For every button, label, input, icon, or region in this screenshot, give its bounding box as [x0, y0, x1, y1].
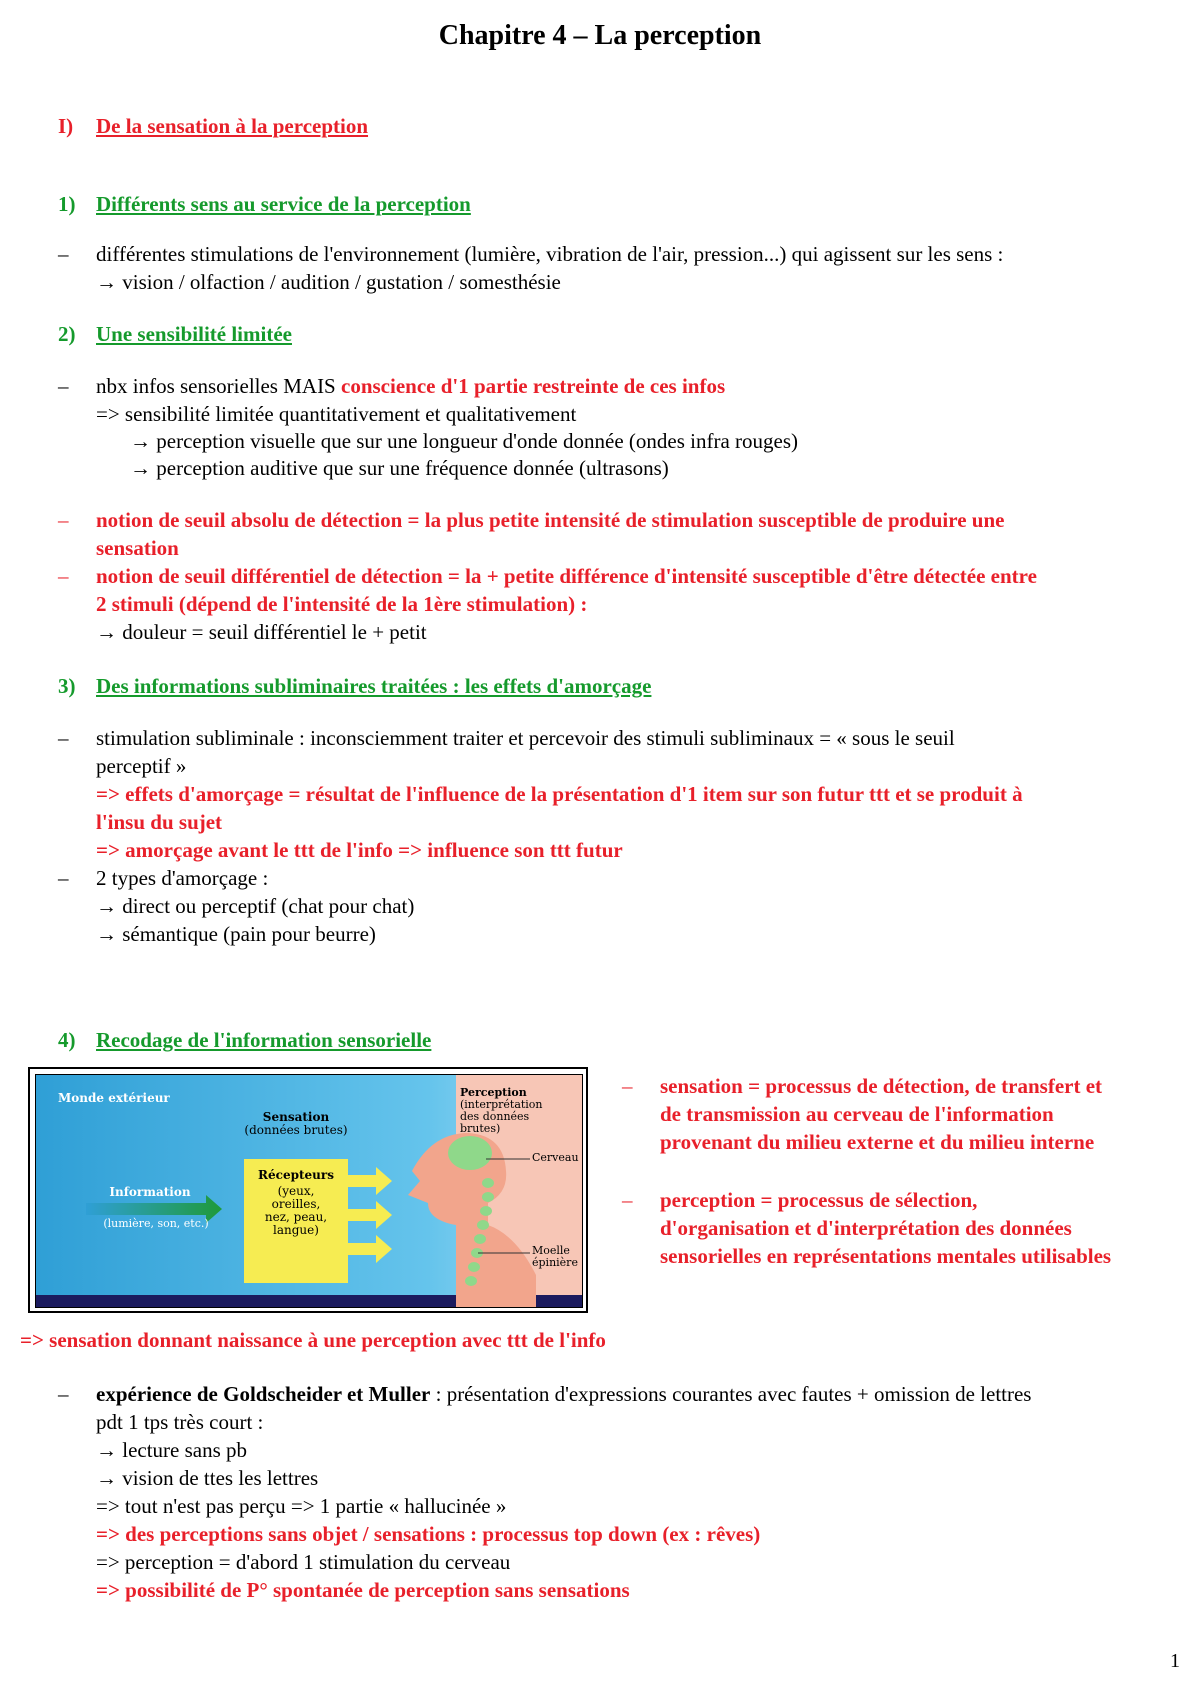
label-moelle	[532, 1245, 578, 1269]
label-sensation-sub: (données brutes)	[244, 1123, 348, 1137]
paragraph-line: => des perceptions sans objet / sensations : processus top down (ex : rêves)	[96, 1522, 761, 1546]
paragraph-line: → perception visuelle que sur une longueur d'onde donnée (ondes infra rouges)	[130, 429, 799, 453]
label-recepteurs-sub: nez, peau,	[264, 1210, 328, 1224]
label-sensation-title: Sensation	[262, 1110, 330, 1124]
paragraph-line: 2 stimuli (dépend de l'intensité de la 1ère stimulation) :	[96, 592, 588, 616]
bullet-dash: –	[58, 508, 69, 532]
paragraph-line	[96, 372, 725, 400]
page-number: 1	[1170, 1650, 1180, 1672]
paragraph-line: → douleur = seuil différentiel le + petit	[96, 620, 427, 644]
section-heading-I	[58, 112, 368, 140]
subsection-number: 1)	[58, 192, 76, 216]
paragraph-line: => tout n'est pas perçu => 1 partie « hallucinée »	[96, 1494, 507, 1518]
label-recepteurs-title: Récepteurs	[258, 1168, 334, 1182]
figure-illustration	[35, 1074, 583, 1308]
paragraph-line: notion de seuil absolu de détection = la plus petite intensité de stimulation susceptible de produire une	[96, 508, 1005, 532]
subsection-label: Des informations subliminaires traitées : les effets d'amorçage	[96, 674, 652, 698]
bullet-dash: –	[58, 1382, 69, 1406]
label-monde: Monde extérieur	[58, 1091, 170, 1105]
paragraph-line: => perception = d'abord 1 stimulation du cerveau	[96, 1550, 511, 1574]
label-perception-title: Perception	[460, 1086, 527, 1099]
paragraph-line: => effets d'amorçage = résultat de l'influence de la présentation d'1 item sur son futur ttt et se produit à	[96, 782, 1023, 806]
label-information-sub: (lumière, son, etc.)	[103, 1217, 209, 1230]
highlight-text: conscience d'1 partie restreinte de ces infos	[341, 374, 726, 398]
bullet-dash: –	[622, 1074, 633, 1098]
label-perception	[460, 1087, 543, 1135]
bullet-dash: –	[58, 726, 69, 750]
paragraph-line: → perception auditive que sur une fréquence donnée (ultrasons)	[130, 456, 669, 480]
definition-line: de transmission au cerveau de l'information	[660, 1102, 1054, 1126]
label-cerveau: Cerveau	[532, 1151, 579, 1164]
paragraph-line: différentes stimulations de l'environnement (lumière, vibration de l'air, pression...) qui agissent sur les sens :	[96, 242, 1004, 266]
definition-line: perception = processus de sélection,	[660, 1188, 978, 1212]
paragraph-line: perceptif »	[96, 754, 187, 778]
paragraph-line: => sensibilité limitée quantitativement et qualitativement	[96, 402, 577, 426]
paragraph-line: => possibilité de P° spontanée de perception sans sensations	[96, 1578, 630, 1602]
bullet-dash: –	[58, 866, 69, 890]
definition-line: provenant du milieu externe et du milieu interne	[660, 1130, 1095, 1154]
paragraph-line: → sémantique (pain pour beurre)	[96, 922, 376, 946]
label-perception-sub: (interprétation	[460, 1098, 543, 1111]
section-label: De la sensation à la perception	[96, 114, 369, 138]
bullet-dash: –	[622, 1188, 633, 1212]
bullet-dash: –	[58, 242, 69, 266]
experiment-name: expérience de Goldscheider et Muller	[96, 1382, 431, 1406]
definition-line: sensorielles en représentations mentales utilisables	[660, 1244, 1112, 1268]
paragraph-line: => amorçage avant le ttt de l'info => influence son ttt futur	[96, 838, 623, 862]
paragraph-line: → direct ou perceptif (chat pour chat)	[96, 894, 415, 918]
paragraph-line: stimulation subliminale : inconsciemment traiter et percevoir des stimuli subliminaux = « sous le seuil	[96, 726, 955, 750]
perception-figure	[28, 1067, 588, 1313]
paragraph-line: sensation	[96, 536, 179, 560]
subsection-label: Différents sens au service de la perception	[96, 192, 471, 216]
plain-text: : présentation d'expressions courantes avec fautes + omission de lettres	[430, 1382, 1032, 1406]
subsection-label: Recodage de l'information sensorielle	[96, 1028, 432, 1052]
plain-text: nbx infos sensorielles MAIS	[96, 374, 341, 398]
paragraph-line: 2 types d'amorçage :	[96, 866, 269, 890]
page-title: Chapitre 4 – La perception	[438, 20, 762, 51]
section-number: I)	[58, 114, 74, 138]
label-recepteurs	[244, 1169, 348, 1237]
subsection-label: Une sensibilité limitée	[96, 322, 292, 346]
label-recepteurs-sub: oreilles,	[271, 1197, 321, 1211]
paragraph-line: l'insu du sujet	[96, 810, 223, 834]
label-moelle-line: Moelle	[532, 1244, 570, 1257]
subsection-heading-3	[58, 672, 651, 700]
conclusion-line: => sensation donnant naissance à une perception avec ttt de l'info	[20, 1328, 606, 1352]
subsection-number: 2)	[58, 322, 76, 346]
label-recepteurs-sub: (yeux,	[277, 1184, 315, 1198]
subsection-heading-2	[58, 320, 292, 348]
label-information: Information	[109, 1185, 191, 1199]
paragraph-line: notion de seuil différentiel de détection = la + petite différence d'intensité susceptible d'être détectée entre	[96, 564, 1037, 588]
label-moelle-line: épinière	[532, 1256, 578, 1269]
bullet-dash: –	[58, 374, 69, 398]
label-perception-sub: des données	[460, 1110, 530, 1123]
paragraph-line: → vision / olfaction / audition / gustation / somesthésie	[96, 270, 561, 294]
subsection-number: 3)	[58, 674, 76, 698]
subsection-heading-1	[58, 190, 471, 218]
subsection-heading-4	[58, 1026, 431, 1054]
subsection-number: 4)	[58, 1028, 76, 1052]
label-sensation	[236, 1111, 356, 1137]
paragraph-line: pdt 1 tps très court :	[96, 1410, 264, 1434]
bullet-dash: –	[58, 564, 69, 588]
definition-line: d'organisation et d'interprétation des données	[660, 1216, 1072, 1240]
definition-line: sensation = processus de détection, de transfert et	[660, 1074, 1103, 1098]
label-perception-sub: brutes)	[460, 1122, 501, 1135]
paragraph-line	[96, 1380, 1031, 1408]
label-recepteurs-sub: langue)	[273, 1223, 319, 1237]
paragraph-line: → lecture sans pb	[96, 1438, 248, 1462]
paragraph-line: → vision de ttes les lettres	[96, 1466, 319, 1490]
